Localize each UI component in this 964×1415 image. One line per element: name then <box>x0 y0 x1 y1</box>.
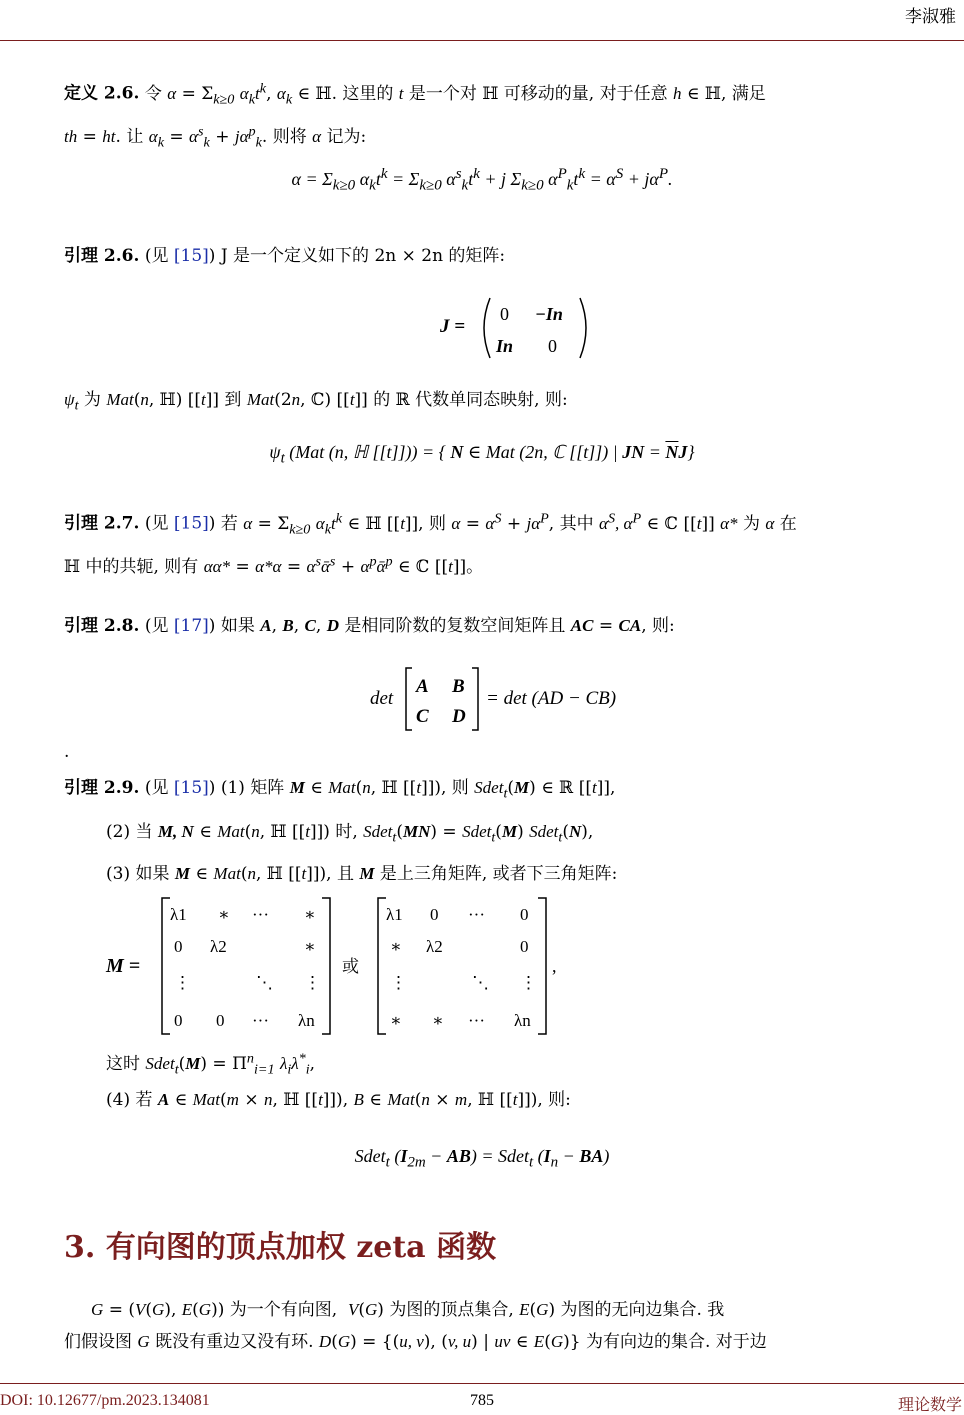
lemma-label: 引理 2.8. <box>64 616 140 636</box>
lower-cell: 0 <box>520 905 529 924</box>
definition-label: 定义 2.6. <box>64 83 140 104</box>
upper-cell: ∗ <box>304 937 316 956</box>
matrix-cell: C <box>416 706 429 727</box>
para-line1-rendered: G = (V(G), E(G)) 为一个有向图, V(G) 为图的顶点集合, E(G) 为图的无向边集合. 我 <box>91 1300 725 1320</box>
right-bracket <box>538 898 546 1034</box>
lemma-2-7: 引理 2.7. (见 [15]) 若 $\alpha = \Sigma_{k\ge 0}$ $\alpha_kt^k$ ∈ ℍ [[t]], 则 $\alpha = \alpha^S + j\alpha^P$, 其中 $\alpha^S$, $\alpha^P$ ∈ ℂ [[t]] α* 为 α 在 ℍ 中的共轭, 则有 $\alpha\alpha* = \alpha*\alpha = \alpha^sᾱ^s$ + $\alpha^pᾱ^p$ ∈ ℂ [[t]]。 <box>64 510 797 577</box>
matrix-cell: In <box>496 336 514 356</box>
lemma-2-9-equation <box>0 1146 964 1172</box>
trailing-comma: , <box>552 956 557 976</box>
section-paragraph <box>64 1294 964 1358</box>
lower-cell: ⋮ <box>520 973 537 992</box>
lemma-label: 引理 2.7. <box>64 513 140 534</box>
page-number: 785 <box>470 1392 494 1409</box>
lower-cell: ∗ <box>390 1011 402 1030</box>
section-title: 3. 有向图的顶点加权 zeta 函数 <box>64 1230 497 1265</box>
lemma-equation-rendered: $\psi_t$ (Mat (n, ℍ [[t]])) = { N ∈ Mat (2n, ℂ [[t]]) | JN = $\overline{N}J$} <box>269 442 695 467</box>
lemma-2-9-item4 <box>106 1084 964 1116</box>
upper-cell: λn <box>298 1011 315 1030</box>
definition-equation-rendered: $\alpha = \Sigma_{k\ge 0}$ $\alpha_kt^k = \Sigma_{k\ge 0}$ $\alpha^s_kt^k + j$ $\Sigma_{k\ge 0}$ $\alpha^P_kt^k = \alpha^S + j\alpha^P$. <box>291 166 673 194</box>
upper-cell: ··· <box>252 905 269 924</box>
lemma-equation-rendered: Sdet$_t$ $(I_{2m} - AB) = Sdet_t$ $(I_n - BA)$ <box>354 1146 610 1171</box>
page-footer <box>0 1383 964 1415</box>
item1-rendered: (1) 矩阵 M ∈ Mat(n, ℍ [[t]]), 则 Sdet$_t$(M) ∈ ℝ [[t]], <box>220 778 616 802</box>
item4-rendered: (4) 若 A ∈ Mat(m × n, ℍ [[t]]), B ∈ Mat(n × m, ℍ [[t]]), 则: <box>106 1090 571 1110</box>
matrix-J <box>430 290 600 366</box>
upper-cell: λ1 <box>170 905 187 924</box>
header-author: 李淑雅 <box>905 7 956 27</box>
lower-cell: 0 <box>430 905 439 924</box>
upper-cell: ⋮ <box>304 973 321 992</box>
definition-equation <box>0 166 964 195</box>
lower-cell: ··· <box>468 1011 485 1030</box>
right-bracket <box>322 898 330 1034</box>
lower-cell: λ1 <box>386 905 403 924</box>
def-line2-rendered: th = ht. 让 $\alpha_k = \alpha^s_k + j\alpha^p_k$. 则将 α 记为: <box>64 123 367 151</box>
citation-link[interactable]: [17] <box>173 616 209 636</box>
matrix-M-lhs: M = <box>106 955 141 977</box>
citation-link[interactable]: [15] <box>173 778 209 798</box>
lemma-line2-rendered: ℍ 中的共轭, 则有 $\alpha\alpha* = \alpha*\alpha = \alpha^sᾱ^s$ + $\alpha^pᾱ^p$ ∈ ℂ [[t]]。 <box>64 553 484 577</box>
upper-cell: 0 <box>174 937 183 956</box>
lower-cell: λn <box>514 1011 531 1030</box>
lemma-2-9-item2 <box>106 816 964 853</box>
det-rhs: = det (AD − CB) <box>486 688 617 709</box>
upper-cell: ∗ <box>218 905 230 924</box>
or-word: 或 <box>342 957 359 977</box>
journal-name: 理论数学 <box>897 1395 962 1414</box>
stray-dot: . <box>64 742 70 762</box>
lower-cell: ∗ <box>390 937 402 956</box>
matrix-cell: B <box>452 676 465 697</box>
lemma-label: 引理 2.9. <box>64 778 140 798</box>
left-paren <box>484 298 490 358</box>
upper-cell: ⋮ <box>174 973 191 992</box>
lemma-line2-rendered: $\psi_t$ 为 Mat(n, ℍ) [[t]] 到 Mat(2n, ℂ) [[t]] 的 ℝ 代数单同态映射, 则: <box>64 390 568 414</box>
det-label: det <box>370 688 394 709</box>
lower-cell: 0 <box>520 937 529 956</box>
lemma-2-6-equation <box>0 442 964 468</box>
citation-link[interactable]: [15] <box>173 513 209 534</box>
lemma-line1-rendered: 若 $\alpha = \Sigma_{k\ge 0}$ $\alpha_kt^k$ ∈ ℍ [[t]], 则 $\alpha = \alpha^S + j\alpha^P$, 其中 $\alpha^S$, $\alpha^P$ ∈ ℂ [[t]] α* 为 α 在 <box>220 510 797 538</box>
lemma-2-6-line2 <box>64 384 964 421</box>
left-bracket <box>162 898 170 1034</box>
then-rendered: 这时 $Sdet_t(M) = \Pi^n_{i=1}$ $\lambda_i\lambda^*_i$, <box>106 1050 316 1078</box>
upper-cell: λ2 <box>210 937 227 956</box>
definition-2-6 <box>64 72 964 158</box>
lemma-2-9-item3 <box>106 858 964 890</box>
lemma-2-9: 引理 2.9. (见 [15]) (1) 矩阵 M ∈ Mat(n, ℍ [[t]]), 则 Sdet$_t$(M) ∈ ℝ [[t]], <box>64 778 616 802</box>
lemma-text: J 是一个定义如下的 2n × 2n 的矩阵: <box>220 246 506 266</box>
matrix-cell: −In <box>535 304 563 324</box>
doi-link[interactable]: DOI: 10.12677/pm.2023.134081 <box>0 1392 210 1409</box>
lower-cell: ∗ <box>432 1011 444 1030</box>
matrix-J-lhs: J = <box>440 316 466 337</box>
lemma-2-8: 引理 2.8. (见 [17]) 如果 A, B, C, D 是相同阶数的复数空间矩阵且 AC = CA, 则: <box>64 616 675 636</box>
lower-cell: λ2 <box>426 937 443 956</box>
matrix-cell: 0 <box>500 304 509 324</box>
lemma-text-rendered: 如果 A, B, C, D 是相同阶数的复数空间矩阵且 AC = CA, 则: <box>220 616 675 636</box>
item3-rendered: (3) 如果 M ∈ Mat(n, ℍ [[t]]), 且 M 是上三角矩阵, 或者下三角矩阵: <box>106 864 618 884</box>
left-bracket <box>406 668 412 730</box>
upper-cell: 0 <box>174 1011 183 1030</box>
lemma-label: 引理 2.6. <box>64 246 140 266</box>
matrix-cell: 0 <box>548 336 557 356</box>
matrix-cell: A <box>416 676 429 697</box>
left-bracket <box>378 898 386 1034</box>
lemma-2-9-then <box>106 1042 964 1085</box>
def-line1-rendered: 令 $\alpha = \Sigma_{k\ge 0}$ $\alpha_kt^k$, $\alpha_k$ ∈ ℍ. 这里的 t 是一个对 ℍ 可移动的量, 对于任意 h ∈ ℍ, 满足 <box>144 80 766 108</box>
citation-link[interactable]: [15] <box>173 246 209 266</box>
lemma-2-6: 引理 2.6. (见 [15]) J 是一个定义如下的 2n × 2n 的矩阵: <box>64 246 506 266</box>
det-equation <box>368 664 668 734</box>
lower-matrix <box>386 905 537 1030</box>
right-paren <box>580 298 586 358</box>
lower-cell: ⋮ <box>390 973 407 992</box>
upper-cell: ∗ <box>304 905 316 924</box>
upper-matrix <box>170 905 321 1030</box>
para-line2-rendered: 们假设图 G 既没有重边又没有环. D(G) = {(u, v), (v, u) | uv ∈ E(G)} 为有向边的集合. 对于边 <box>64 1332 767 1352</box>
upper-cell: ··· <box>252 1011 269 1030</box>
page-header <box>0 0 964 41</box>
item2-rendered: (2) 当 M, N ∈ Mat(n, ℍ [[t]]) 时, Sdet$_t$(MN) = Sdet$_t$(M) Sdet$_t$(N), <box>106 822 594 846</box>
right-bracket <box>472 668 478 730</box>
matrix-cell: D <box>452 706 466 727</box>
lower-cell: ⋱ <box>472 973 489 992</box>
triangular-matrices <box>100 892 580 1042</box>
upper-cell: ⋱ <box>256 973 273 992</box>
lower-cell: ··· <box>468 905 485 924</box>
upper-cell: 0 <box>216 1011 225 1030</box>
